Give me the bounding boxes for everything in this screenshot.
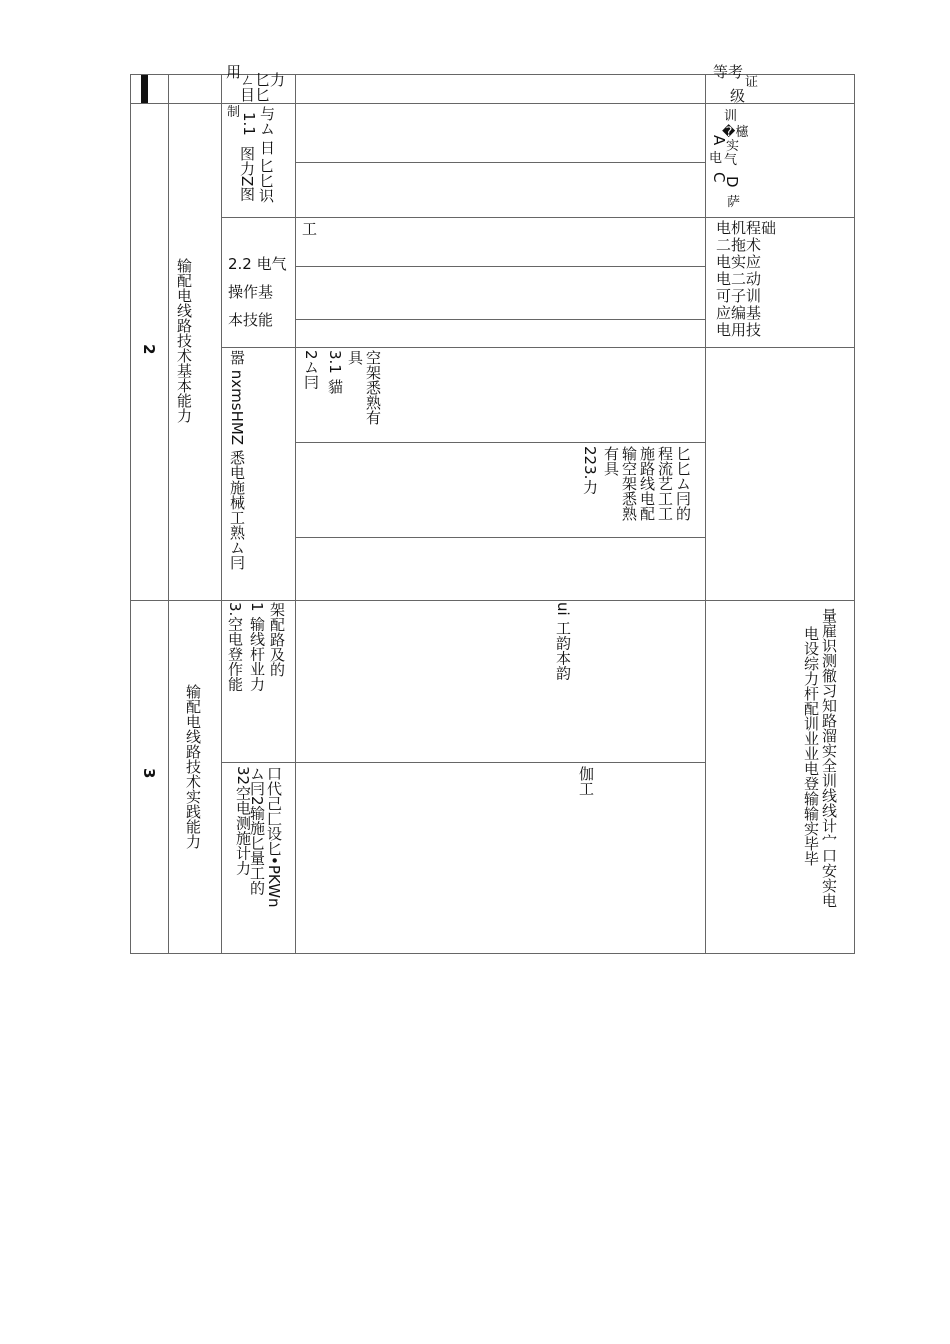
cell-23-d: 2ム冃 [302,350,320,390]
cell-31-label-b: 1 输线杆业力 [248,602,266,692]
cell-23-label: 嚣 nxmsHMZ 悉电施械工熟ム冃 [228,350,246,570]
row1-grade: 等考 [713,63,744,81]
col1-right-border [168,74,169,954]
cell-22-divider-1 [295,266,705,267]
cell-22-label: 2.2 电气 操作基 本技能 [228,255,287,329]
row-22-bottom-border [221,347,854,348]
cell-22-text: 工 [302,220,318,238]
note-211-g: D [723,176,741,188]
row2-category: 输配电线路技术基本能力 [175,258,193,423]
row3-category: 输配电线路技术实践能力 [184,684,202,849]
cell-23-a: 空架悉熟有 [364,350,382,425]
note-211-a: 训 [724,109,738,124]
cell-211-f: 匕匕识 [257,158,275,203]
cell-32-label-c: 32空电测施计力 [234,766,252,876]
row-31-bottom-border [221,762,705,763]
row3-mark: 3 [140,768,158,779]
cell-211-b: 与ム [258,106,276,136]
cell-211-d: 日 [258,140,276,155]
note-211-i: 萨 [727,195,741,210]
note-22: 电机程础 二拖术 电实应 电二动 可子训 应编基 电用技 [716,219,777,339]
cell-211-e: 图力Z图 [238,146,256,202]
row1-name-a: 用 [226,63,242,81]
cell-23-divider-2 [295,537,705,538]
col2-right-border [221,74,222,954]
table-bottom-border [130,953,854,954]
cell-32-label-b: ム冃2输施匕量工的 [248,766,266,896]
row1-grade-b: 证 [745,75,759,90]
cell-23-b: 具 [346,350,364,365]
cell-23-i: 有具 [602,446,620,476]
note-3-a: 量雇识测徹习知路溜实全训线线计宀口安实电 [820,608,838,908]
cell-31-label-a: 架配路及的 [268,602,286,677]
row1-grade-c: 级 [730,87,746,105]
note-211-b: �櫶 [722,125,749,140]
note-211-c: 实 [726,139,740,154]
cell-31-label-c: 3.空电登作能 [226,602,244,692]
cell-23-divider-1 [295,442,705,443]
row1-bottom-border [130,103,854,104]
cell-23-e: 匕匕ム冃的 [674,446,692,521]
cell-211-c: 1.1 [240,112,258,136]
cell-211-divider [295,162,705,163]
cell-23-h: 输空架悉熟 [620,446,638,521]
note-3-b: 电设综力杆配训业业电登输输实毕毕 [802,626,820,866]
note-211-f: A [710,135,728,146]
table-right-border [854,74,855,954]
note-211-h: C [710,172,728,183]
row2-mark: 2 [140,344,158,355]
cell-32-text: 伽工 [577,766,595,796]
table-left-border [130,74,131,954]
cell-23-g: 施路线电配 [638,446,656,521]
row2-bottom-border [130,600,854,601]
cell-23-j: 223.力 [581,446,599,495]
cell-31-text: ui 工韵本韵 [554,602,572,681]
row1-mark [141,75,148,103]
cell-32-label-a: 口代己匚设匕•PKWn [265,766,283,908]
row1-name-b: ​ㄥ匕力 [240,71,286,89]
cell-23-c: 3.1 貓 [326,350,344,394]
cell-211-a: 制 [227,105,241,120]
col4-right-border [705,74,706,954]
cell-22-divider-2 [295,319,705,320]
row-211-bottom-border [221,217,854,218]
note-211-d: 气 [724,153,738,168]
cell-23-f: 程流艺工工 [656,446,674,521]
note-211-e: 电 [709,151,723,166]
row1-name-c: 目匕 [240,86,271,104]
col3-right-border [295,74,296,954]
